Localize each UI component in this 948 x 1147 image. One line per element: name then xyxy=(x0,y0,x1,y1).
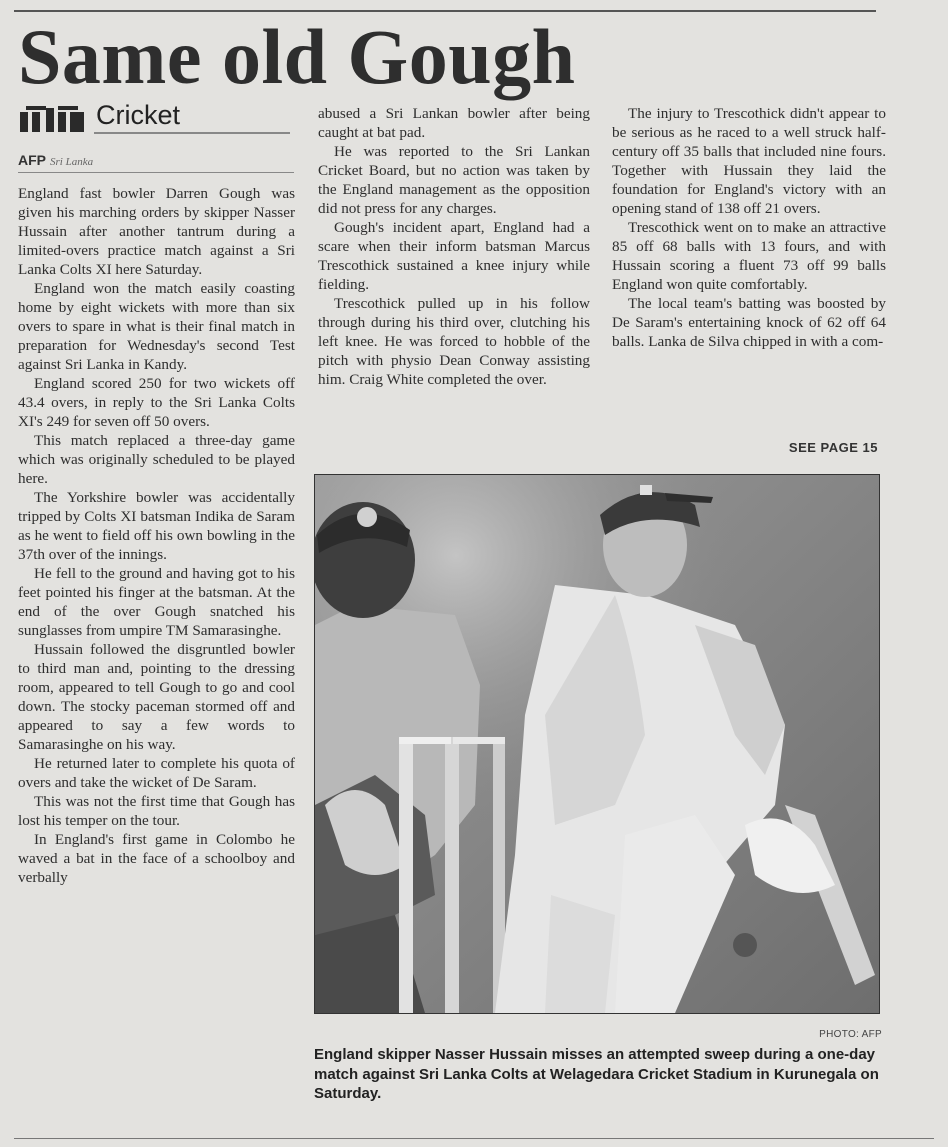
section-header xyxy=(18,98,290,136)
byline xyxy=(18,152,294,173)
paragraph: He fell to the ground and having got to his feet pointed his finger at the batsman. At the end of the over Gough snatched his sunglasses from umpire TM Samarasinghe. xyxy=(18,565,295,639)
paragraph: Gough's incident apart, England had a scare when their inform batsman Marcus Trescothick sustained a knee injury while fielding. xyxy=(318,219,590,293)
photo-caption: England skipper Nasser Hussain misses an attempted sweep during a one-day match against Sri Lanka Colts at Welagedara Cricket Stadium in Kurunegala on Saturday. xyxy=(314,1046,879,1102)
paragraph: This was not the first time that Gough has lost his temper on the tour. xyxy=(18,793,295,829)
section-underline xyxy=(94,132,290,134)
paragraph: England fast bowler Darren Gough was given his marching orders by skipper Nasser Hussain after another tantrum during a limited-overs practice match against a Sri Lanka Colts XI here Saturday. xyxy=(18,185,295,278)
paragraph: The Yorkshire bowler was accidentally tripped by Colts XI batsman Indika de Saram as he went to field off his own bowling in the 37th over of the innings. xyxy=(18,489,295,563)
paragraph: This match replaced a three-day game which was originally scheduled to be played here. xyxy=(18,432,295,487)
section-label: Cricket xyxy=(96,100,181,130)
photo-credit: PHOTO: AFP xyxy=(819,1029,882,1040)
byline-location: Sri Lanka xyxy=(50,156,94,168)
article-column-3 xyxy=(612,104,886,351)
paragraph: Trescothick went on to make an attractive 85 off 68 balls with 13 fours, and with Hussain scoring a fluent 73 off 99 balls England won quite comfortably. xyxy=(612,219,886,293)
paragraph: England won the match easily coasting home by eight wickets with more than six overs to spare in what is their final match in preparation for Wednesday's second Test against Sri Lanka in Kandy. xyxy=(18,280,295,373)
article-column-1 xyxy=(18,184,295,887)
paragraph: The local team's batting was boosted by De Saram's entertaining knock of 62 off 64 balls. Lanka de Silva chipped in with a com- xyxy=(612,295,886,350)
paragraph: England scored 250 for two wickets off 43.4 overs, in reply to the Sri Lanka Colts XI's 249 for seven off 50 overs. xyxy=(18,375,295,430)
paragraph: He was reported to the Sri Lankan Cricket Board, but no action was taken by the England management as the opposition did not press for any charges. xyxy=(318,143,590,217)
cricket-stumps-icon xyxy=(18,104,92,134)
paragraph: He returned later to complete his quota of overs and take the wicket of De Saram. xyxy=(18,755,295,791)
bottom-rule xyxy=(14,1138,934,1139)
photo-illustration xyxy=(315,475,879,1013)
paragraph: Trescothick pulled up in his follow through during his third over, clutching his left knee. He was forced to hobble of the pitch with physio Dean Conway assisting him. Craig White completed the over. xyxy=(318,295,590,388)
paragraph: The injury to Trescothick didn't appear to be serious as he raced to a well struck half-century off 35 balls that included nine fours. Together with Hussain they laid the foundation for England's victory with an opening stand of 138 off 21 overs. xyxy=(612,105,886,217)
article-column-2 xyxy=(318,104,590,389)
paragraph: abused a Sri Lankan bowler after being caught at bat pad. xyxy=(318,105,590,141)
paragraph: Hussain followed the disgruntled bowler to third man and, pointing to the dressing room, appeared to tell Gough to go and cool down. The stocky paceman stormed off and appeared to say a few words to Samarasinghe on his way. xyxy=(18,641,295,753)
continued-jump: SEE PAGE 15 xyxy=(788,440,878,455)
headline: Same old Gough xyxy=(18,13,576,100)
top-rule xyxy=(14,10,876,12)
news-photo xyxy=(314,474,880,1014)
byline-agency: AFP xyxy=(18,152,46,168)
paragraph: In England's first game in Colombo he waved a bat in the face of a schoolboy and verbally xyxy=(18,831,295,886)
